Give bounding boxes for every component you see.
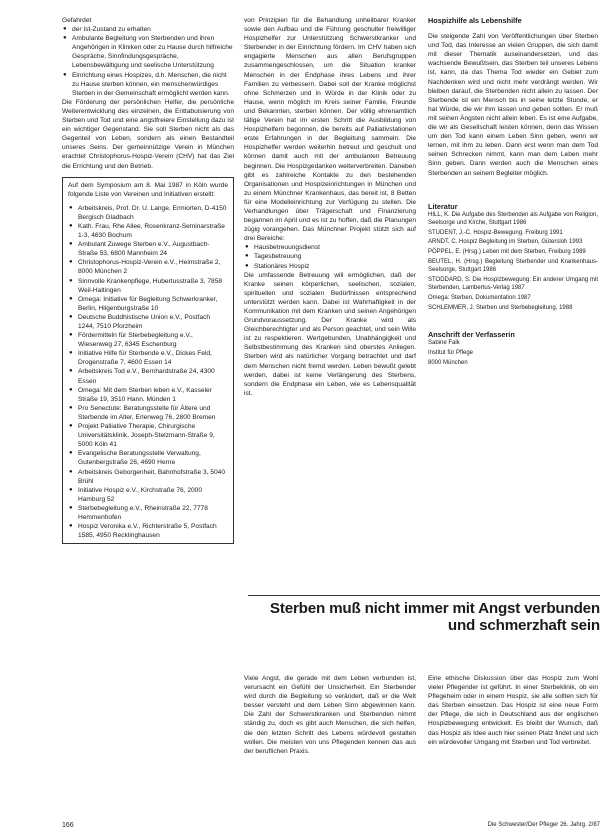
org-item: ● Evangelische Beratungsstelle Verwaltung, Gutenbergstraße 26, 4690 Herne: [78, 449, 228, 467]
org-item: ● Fördermitteln für Sterbebegleitung e.V., Wiesenweg 27, 6345 Eschenburg: [78, 331, 228, 349]
org-item: ● Arbeitskreis, Prof. Dr. U. Lange, Ermiorten, D-4150 Bergisch Gladbach: [78, 204, 228, 222]
literature-item: STODDARD, S. Die Hospizbewegung: Ein anderer Umgang mit Sterbenden, Lambertus-Verlag 1987: [428, 276, 598, 292]
org-item: ● Omega: Initiative für Begleitung Schwerkranker, Berlin, Hilgenburgstraße 10: [78, 295, 228, 313]
intro-text: Gefahrdet: [62, 17, 92, 24]
org-item: ● Ambulant Zuwege Sterben e.V., Augustbach-Straße 53, 6800 Mannheim 24: [78, 240, 228, 258]
goals-list: [62, 25, 234, 98]
box-intro: Auf dem Symposium am 8. Mai 1987 in Köln wurde folgende Liste von Vereinen und Initiativen erstellt:: [68, 181, 228, 198]
org-item: ● Sinnvolle Krankenpflege, Hubertusstraße 3, 7858 Weil-Haltingen: [78, 277, 228, 295]
goal-item: ● Ambulante Begleitung von Sterbenden und ihren Angehörigen in Kliniken oder zu Hause durch hilfreiche Gespräche, Sinnfindungsgespräche, Lebensbewältigung und seelische Unterstützung: [72, 34, 234, 70]
column-3: [428, 16, 598, 368]
org-item: ● Hospiz Veronika e.V., Richterstraße 5, Postfach 1585, 4950 Recklinghausen: [78, 522, 228, 540]
literature-item: PÖPPEL, E. (Hrsg.) Leben mit dem Sterben, Freiburg 1989: [428, 249, 586, 256]
literature-item: ARNDT, C. Hospiz Begleitung im Sterben, Gütersloh 1993: [428, 239, 583, 246]
organizations-list: [68, 204, 228, 540]
journal-source: Die Schwester/Der Pfleger 26. Jahrg. 2/87: [487, 822, 600, 828]
org-item: ● Sterbebegleitung e.V., Rheinstraße 22, 7778 Hemmenhofen: [78, 504, 228, 522]
literature-item: BEUTEL, H. (Hrsg.) Begleitung Sterbender und Krankenhaus-Seelsorge, Stuttgart 1986: [428, 258, 598, 274]
literature-item: HILL, K. Die Aufgabe des Sterbenden als Aufgabe von Religion, Seelsorge und Kirche, Stuttgart 1986: [428, 211, 598, 227]
org-item: ● Omega: Mit dem Sterben leben e.V., Kasseler Straße 19, 3510 Hann. Münden 1: [78, 386, 228, 404]
literature-list: [428, 211, 598, 313]
org-item: ● Kath. Frau, Rhe Allee, Rosenkranz-Seminarstraße 1-3, 4630 Bochum: [78, 222, 228, 240]
col2-paragraph-1: von Prinzipien für die Behandlung unheilbarer Kranker sowie den Aufbau und die Führung geschulter freiwilliger Hospizhelfer zur Unterstützung Schwerstkranker und Sterbender in der Einrichtung fördern. Im CHV haben sich engagierte Menschen aus allen Berufsgruppen zusammengeschlossen, um die Situation kranker Menschen in der Endphase ihres Lebens und ihrer Familien zu verbessern. Dabei soll der Kranke möglichst ohne Schmerzen und in Würde in der Klinik oder zu Hause, wenn möglich im Kreis seiner Familie, Freunde und Bekannten, sterben können. Der völlig ehrenamtlich tätige Verein hat im ersten Schritt die Ausbildung von Hospizhelfern begonnen, die bereits auf Palliativstationen erste Erfahrungen in der Begleitung sammeln. Die Hospizhelfer werden weiterhin betreut und geschult und können damit auch mit der ambulanten Betreuung beginnen. Die Hospizgedanken weiterverbreiten. Daneben gibt es zahlreiche Kontakte zu den bestehenden Organisationen und Hospizeinrichtungen in München und zu einem Münchner Krankenhaus, das bereit ist, 8 Betten für eine Modelleinrichtung zur Verfügung zu stellen. Die Verhandlungen über Trägerschaft und Finanzierung begannen im April und es ist zu hoffen, daß die Planungen zügig vorangehen. Das Münchner Projekt stützt sich auf drei Bereiche:: [244, 17, 416, 243]
author-heading: Anschrift der Verfasserin: [428, 330, 515, 340]
literature-item: STUDENT, J.-C. Hospiz-Bewegung. Freiburg 1991: [428, 229, 563, 236]
page-number: 166: [62, 822, 74, 829]
author-line: Sabine Falk: [428, 340, 460, 347]
org-item: ● Pro Senectute: Beratungsstelle für Ältere und Sterbende im Alter, Erlenweg 76, 2800 Bremen: [78, 404, 228, 422]
bottom-column-2: [244, 674, 416, 756]
org-item: ● Arbeitskreis Geborgenheit, Bahnhofstraße 3, 5040 Brühl: [78, 468, 228, 486]
area-item: ● Tagesbetreuung: [254, 252, 416, 261]
col1-paragraph: Die Förderung der persönlichen Helfer, die persönliche Weiterentwicklung des einzelnen, die Enttabuisierung von Sterben und Tod und eine angstfreiere Einstellung dazu ist ein wichtiger Gegenstand. Sie soll Sterben nicht als das Gegenteil von Leben, sondern als einen Bestandteil unseres Seins. Der gemeinnützige Verein in München erachtet Christophorus-Hospiz-Verein (CHV) hat das Ziel die Errichtung und den Betrieb.: [62, 98, 234, 170]
areas-list: [244, 243, 416, 270]
column-1: [62, 16, 234, 544]
org-item: ● Christophorus-Hospiz-Verein e.V., Heimstraße 2, 8000 München 2: [78, 258, 228, 276]
author-address: [428, 339, 598, 367]
area-item: ● Stationäres Hospiz: [254, 262, 416, 271]
section-heading: Hospizhilfe als Lebenshilfe: [428, 16, 522, 25]
bottom-paragraph: Viele Angst, die gerade mit dem Leben verbunden ist, verursacht ein Gefühl der Unsicherheit. Ein Sterbender wird durch die Begleitung so verändert, daß er die Welt besser versteht und dem Leben Sinn abgewinnen kann. Die Zahl der Schwerstkranken und Sterbenden nimmt ständig zu, doch es gibt auch Menschen, die sich helfen, die den letzten Schritt des Lebens würdevoll gestalten wollen. Die meisten von uns Pflegenden kennen das aus der beruflichen Praxis.: [244, 675, 416, 755]
org-item: ● Initiative Hilfe für Sterbende e.V., Dickes Feld, Drogenstraße 7, 4600 Essen 14: [78, 349, 228, 367]
col2-paragraph-2: Die umfassende Betreuung will ermöglichen, daß der Kranke seinen körperlichen, seelischen, sozialen, spirituellen und sozialen Bedürfnissen entsprechend unterstützt werden kann. Dabei ist Wahrhaftigkeit in der Kommunikation mit dem Kranken und seinen Angehörigen Grundvoraussetzung. Der Kranke wird als Gleichberechtigter und als Person geachtet, und sein Wille ist zu respektieren. Wertgebunden, Unabhängigkeit und Selbstbestimmung des Kranken sind oberstes Anliegen. Sterben wird als natürlicher Vorgang betrachtet und darf dem Menschen nicht fremd werden. Leben bewußt gelebt werden, dabei ist keine Verlängerung des Sterbens, sondern die Endphase ein Leben, wie es Lebensqualität ist.: [244, 271, 416, 397]
org-item: ● Initiative Hospiz e.V., Kirchstraße 76, 2000 Hamburg 52: [78, 486, 228, 504]
goal-item: ● der Ist-Zustand zu erhalten: [72, 25, 234, 34]
literature-item: SCHLEMMER, J. Sterben und Sterbebegleitung, 1988: [428, 304, 573, 311]
organizations-box: [62, 177, 234, 545]
org-item: ● Arbeitskreis Tod e.V., Bernhardstraße 24, 4300 Essen: [78, 367, 228, 385]
literature-heading: Literatur: [428, 201, 458, 211]
bottom-paragraph: Eine ethische Diskussion über das Hospiz zum Wohl vieler Pflegender ist geführt. In einer Sterbeklinik, ob ein Pflegeheim oder in einem Hospiz, sie alle sollten sich für das Sterben einsetzen. Das Hospiz ist eine neue Form der Pflege, die sich in Deutschland aus der englischen Hospizbewegung entwickelt. Es bleibt der Wunsch, daß das Hospiz als Idee auch hier seinen Platz findet und sich ein würdevoller Umgang mit Sterben und Tod verbreitet.: [428, 675, 598, 746]
org-item: ● Deutsche Buddhistische Union e.V., Postfach 1244, 7510 Pforzheim: [78, 313, 228, 331]
org-item: ● Projekt Palliative Therapie, Chirurgische Universitätsklinik, Joseph-Stelzmann-Straße 9, 5000 Köln 41: [78, 422, 228, 449]
article-headline: Sterben muß nicht immer mit Angst verbunden und schmerzhaft sein: [269, 600, 600, 634]
col3-paragraph: Die steigende Zahl von Veröffentlichungen über Sterben und Tod, das Interesse an vielen Gruppen, die sich damit mit dieser Thematik auseinandersetzen, und das wachsende Bewußtsein, das Sterben teil unseres Lebens ist, kann, da das Thema Tod wieder ein Gebiet zum Nachdenken wird und nicht mehr verdrängt werden. Wir bleiben darauf, die Sterbenden nicht allein zu lassen. Der Sterbende ist ein Mensch bis in seine letzte Stunde, er hat Würde, die wir ihm lassen und geben sollten. Er muß mit seinen Ängsten nicht allein leben. Es ist eine Aufgabe, die wir als Gesellschaft leisten können, denn das Wissen um den Tod kann einem Leben Sinn geben, wenn wir lernen, mit ihm zu leben. Dann erst wenn man dem Tod seinen Schrecken nimmt, kann man dem Leben mehr Sinn geben. Dann werden auch die Menschen eines Sterbenden an seinem Begleiter möglich.: [428, 33, 598, 177]
bottom-column-3: [428, 674, 598, 747]
column-2: [244, 16, 416, 398]
author-line: 8000 München: [428, 359, 468, 366]
author-line: Institut für Pflege: [428, 349, 474, 356]
headline-rule: [248, 595, 600, 596]
goal-item: ● Einrichtung eines Hospizes, d.h. Menschen, die nicht zu Hause sterben können, ein menschenwürdiges Sterben in der Gemeinschaft ermöglicht werden kann.: [72, 71, 234, 98]
literature-item: Omega: Sterben, Dokumentation 1987: [428, 295, 531, 302]
area-item: ● Hausbetreuungsdienst: [254, 243, 416, 252]
